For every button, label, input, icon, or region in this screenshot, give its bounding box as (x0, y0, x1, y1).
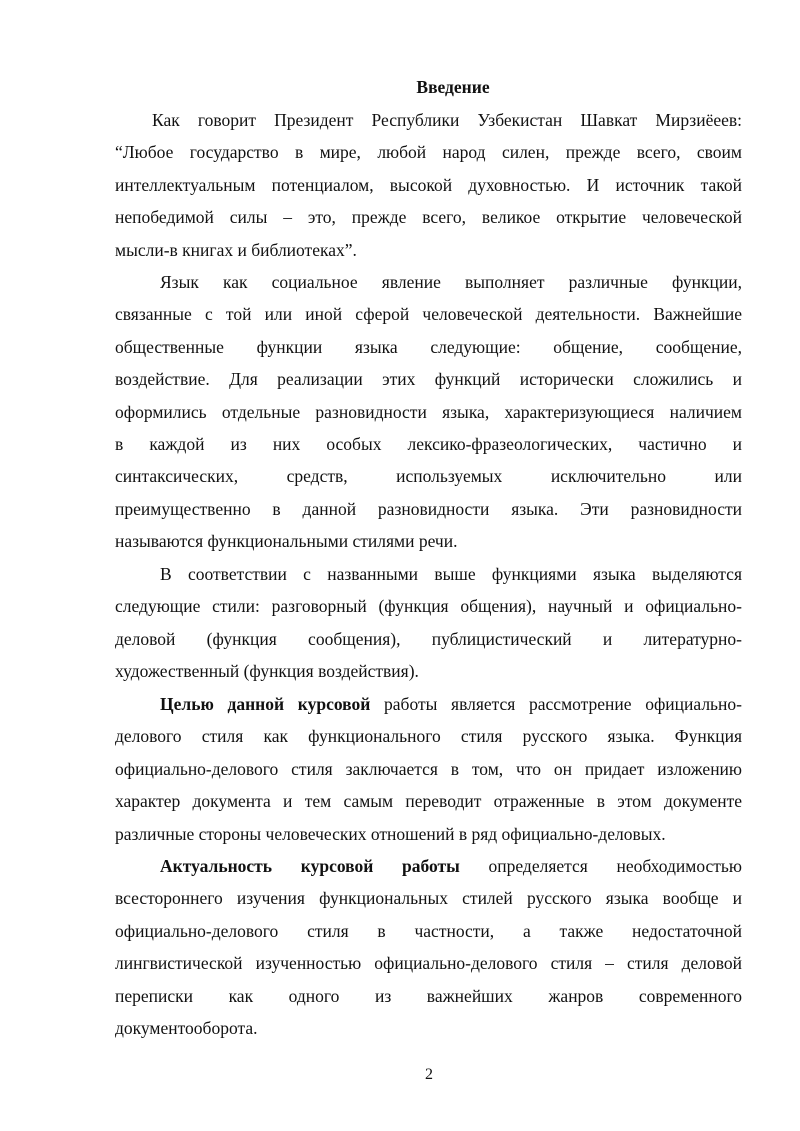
text-line: документооборота. (115, 1018, 258, 1039)
text-line: характер документа и тем самым переводит отраженные в этом документе (115, 791, 742, 812)
text-line: мысли-в книгах и библиотеках”. (115, 239, 357, 260)
text-line: Как говорит Президент Республики Узбекистан Шавкат Мирзиёеев: (152, 110, 742, 130)
text-line (115, 850, 742, 882)
text-line: официально-делового стиля в частности, а также недостаточной (115, 920, 742, 941)
page-number: 2 (425, 1066, 433, 1083)
text-line: Язык как социальное явление выполняет различные функции, (160, 272, 742, 292)
bold-phrase: Целью данной курсовой (160, 694, 371, 714)
text-line: официально-делового стиля заключается в том, что он придает изложению (115, 758, 742, 779)
text-line: оформились отдельные разновидности языка, характеризующиеся наличием (115, 401, 742, 422)
paragraph-2 (115, 266, 742, 558)
text-line: синтаксических, средств, используемых исключительно или (115, 466, 742, 487)
paragraph-5 (115, 850, 742, 1044)
text-line: непобедимой силы – это, прежде всего, великое открытие человеческой (115, 207, 742, 228)
text-line: лингвистической изученностью официально-делового стиля – стиля деловой (115, 953, 742, 974)
text-line: художественный (функция воздействия). (115, 661, 419, 682)
text-line: преимущественно в данной разновидности языка. Эти разновидности (115, 498, 742, 519)
text-line: следующие стили: разговорный (функция общения), научный и официально- (115, 596, 742, 617)
section-title: Введение (416, 77, 490, 97)
paragraph-4 (115, 688, 742, 850)
bold-phrase: Актуальность курсовой работы (160, 856, 460, 876)
text-line: общественные функции языка следующие: общение, сообщение, (115, 336, 742, 357)
text-fragment: работы является рассмотрение официально- (370, 694, 742, 714)
text-line: “Любое государство в мире, любой народ силен, прежде всего, своим (115, 142, 742, 163)
text-line: называются функциональными стилями речи. (115, 531, 458, 552)
text-line: всестороннего изучения функциональных стилей русского языка вообще и (115, 888, 742, 909)
text-line: переписки как одного из важнейших жанров современного (115, 985, 742, 1006)
text-line: делового стиля как функционального стиля русского языка. Функция (115, 726, 742, 747)
paragraph-3 (115, 558, 742, 688)
text-line (115, 688, 742, 720)
text-line: воздействие. Для реализации этих функций исторически сложились и (115, 369, 742, 390)
text-line: интеллектуальным потенциалом, высокой духовностью. И источник такой (115, 174, 742, 195)
text-line: в каждой из них особых лексико-фразеологических, частично и (115, 434, 742, 455)
paragraph-1 (115, 104, 742, 266)
text-fragment: определяется необходимостью (459, 856, 742, 876)
text-line: деловой (функция сообщения), публицистический и литературно- (115, 628, 742, 649)
text-line: связанные с той или иной сферой человеческой деятельности. Важнейшие (115, 304, 742, 325)
text-line: В соответствии с названными выше функциями языка выделяются (160, 564, 742, 584)
text-line: различные стороны человеческих отношений в ряд официально-деловых. (115, 823, 666, 844)
